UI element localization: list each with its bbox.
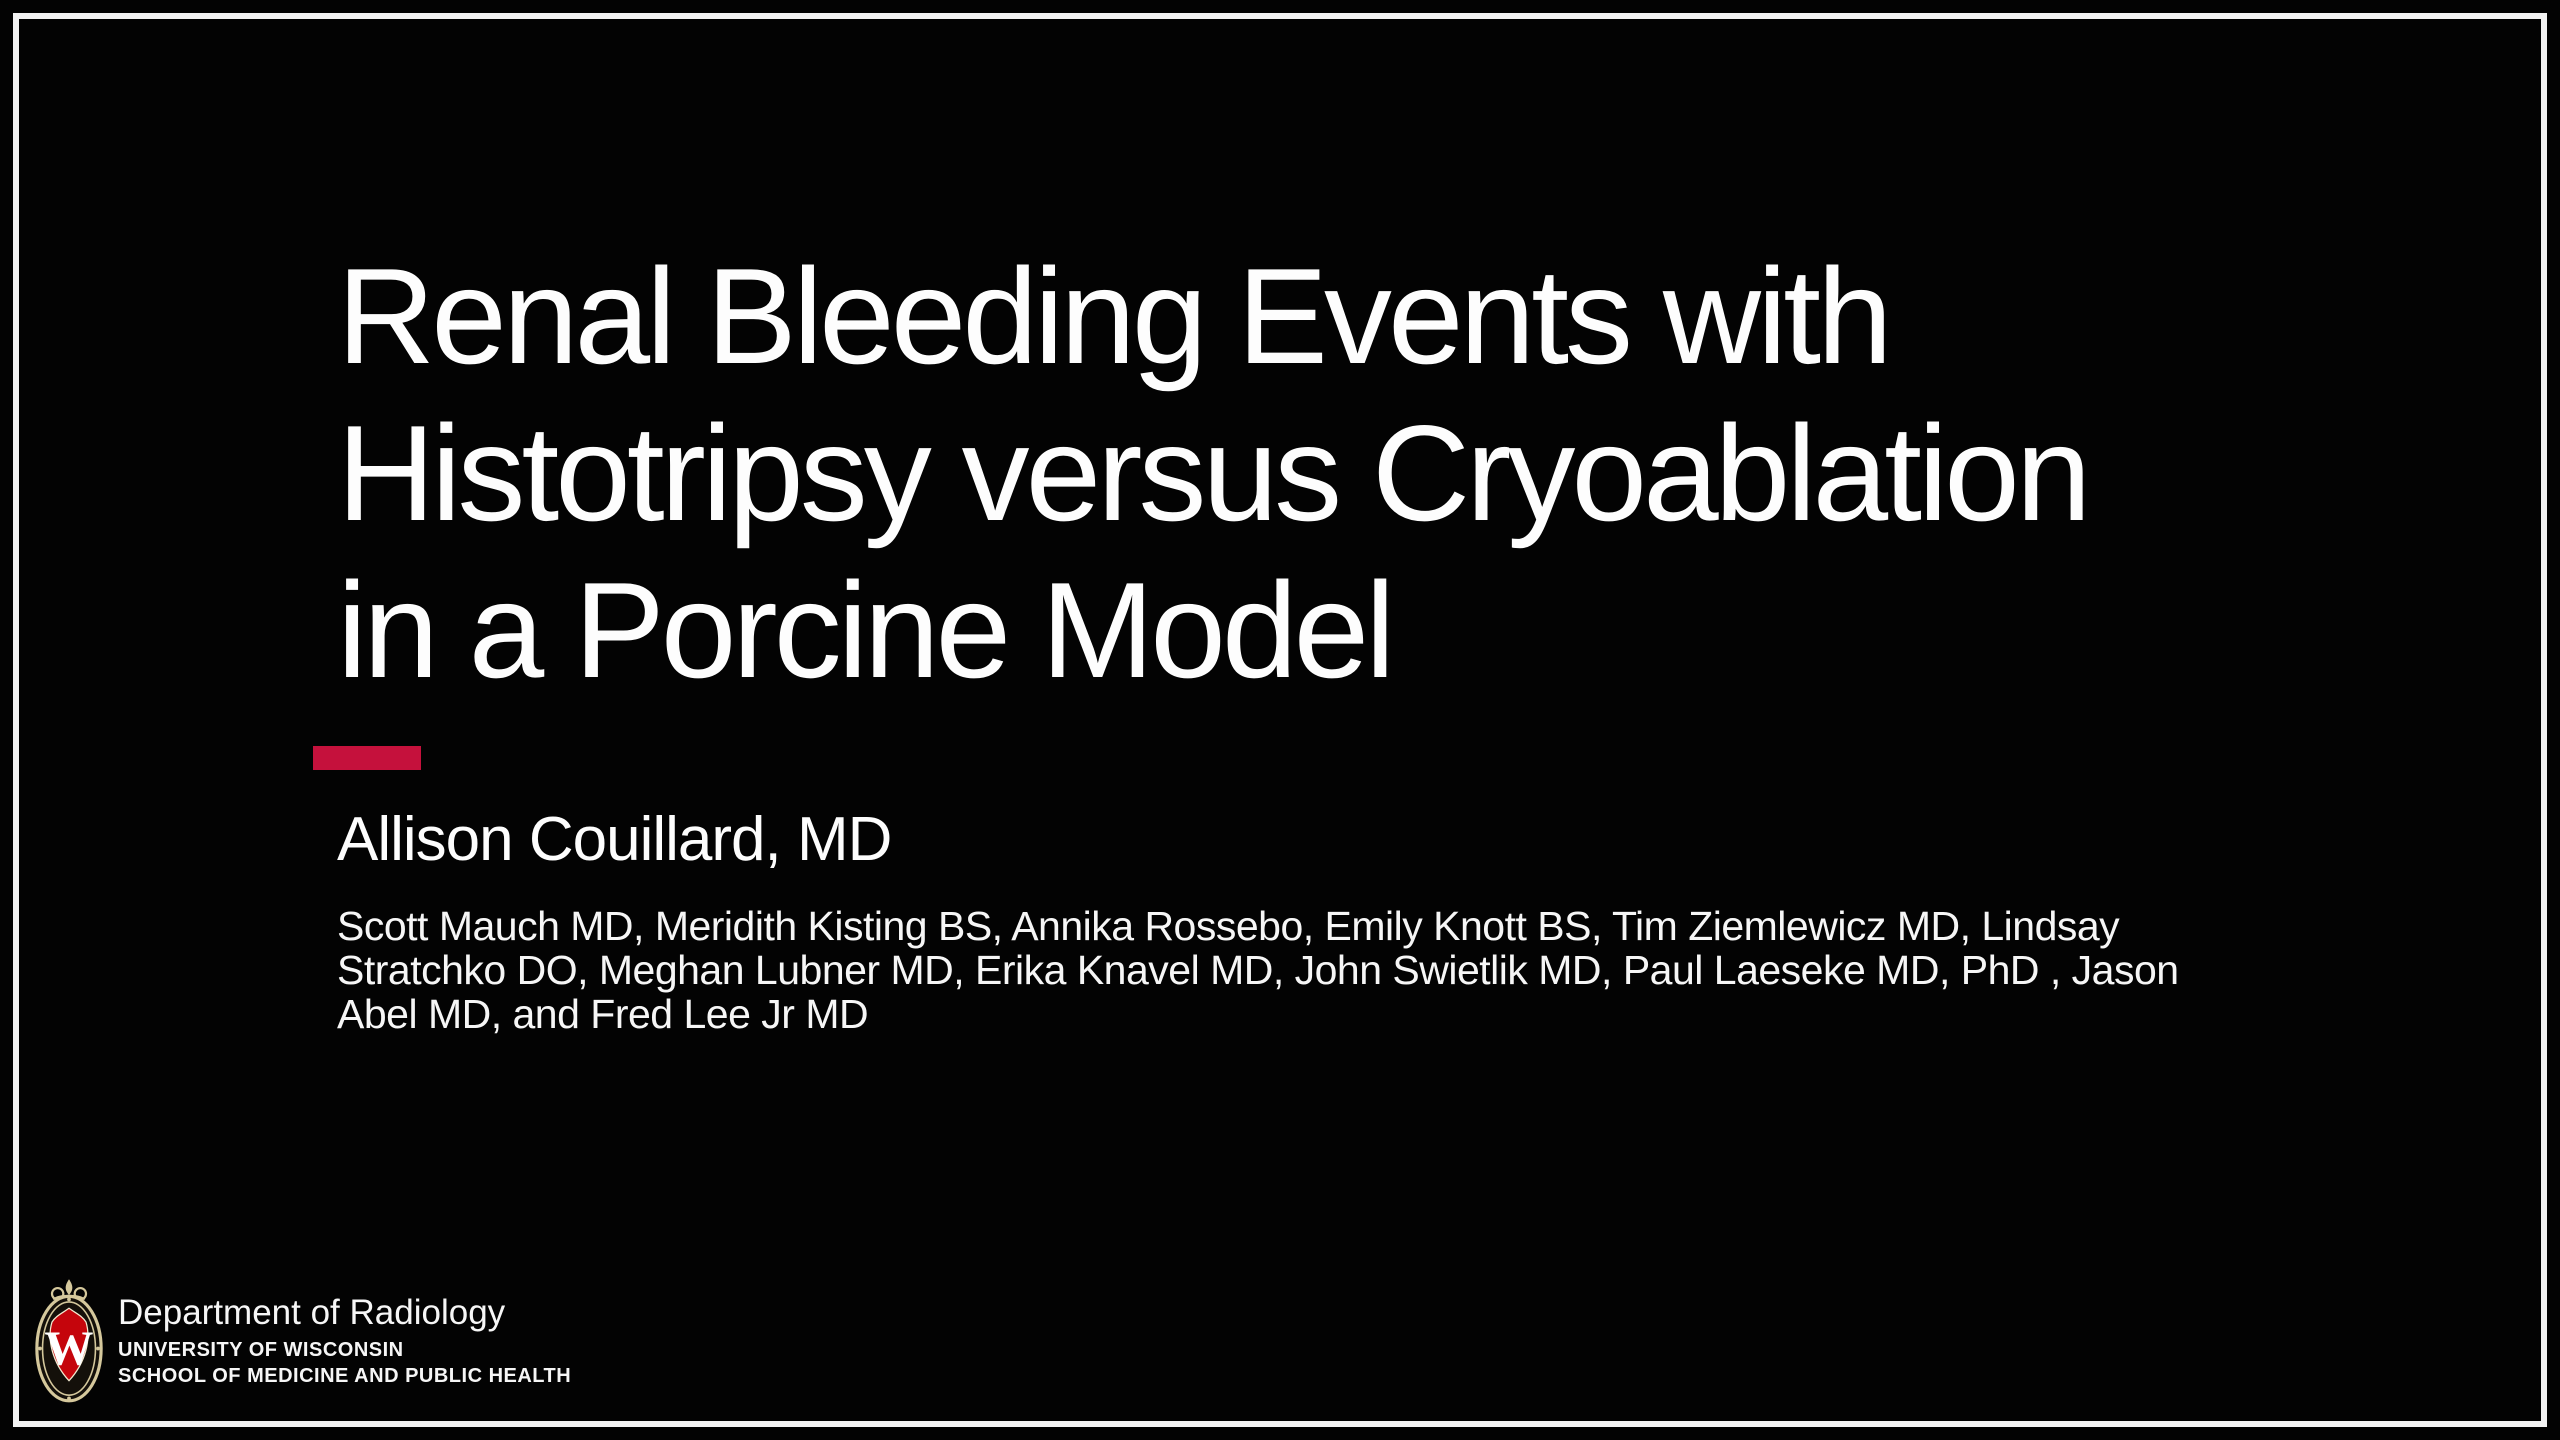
department-name: Department of Radiology <box>118 1293 506 1332</box>
university-name: UNIVERSITY OF WISCONSIN <box>118 1339 404 1361</box>
title-line-2: Histotripsy versus Cryoablation <box>337 397 2088 549</box>
page-title <box>337 238 2367 709</box>
coauthors-list: Scott Mauch MD, Meridith Kisting BS, Annika Rossebo, Emily Knott BS, Tim Ziemlewicz MD, Lindsay Stratchko DO, Meghan Lubner MD, Erika Knavel MD, John Swietlik MD, Paul Laeseke MD, PhD , Jason Abel MD, and Fred Lee Jr MD <box>337 903 2179 1037</box>
crest-letter: W <box>44 1320 94 1376</box>
presenter-name: Allison Couillard, MD <box>337 805 892 874</box>
school-name: SCHOOL OF MEDICINE AND PUBLIC HEALTH <box>118 1365 572 1387</box>
footer-logo-text <box>118 1293 571 1389</box>
footer-logo <box>34 1278 571 1404</box>
slide-border-frame <box>13 13 2547 1427</box>
title-line-3: in a Porcine Model <box>337 554 1392 706</box>
title-accent-bar <box>313 746 421 770</box>
uw-crest-icon <box>34 1278 104 1404</box>
title-line-1: Renal Bleeding Events with <box>337 240 1889 392</box>
